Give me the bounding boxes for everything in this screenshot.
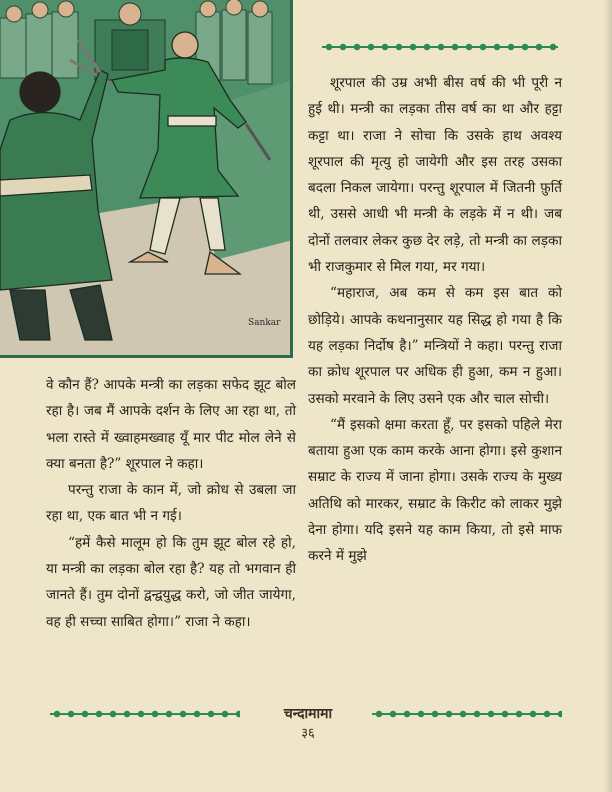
right-paragraph-1: शूरपाल की उम्र अभी बीस वर्ष की भी पूरी न हुई थी। मन्त्री का लड़का तीस वर्ष का था और हट्टा कट्टा था। राजा ने सोचा कि उसके हाथ अवश्य शूरपाल की मृत्यु हो जायेगी और इस तरह उसका बदला निकल जायेगा। परन्तु शूरपाल में जितनी फ़ुर्ति थी, उससे आधी भी मन्त्री के लड़के में न थी। जब दोनों तलवार लेकर कुछ देर लड़े, तो मन्त्री का लड़का भी राजकुमार से मिल गया, मर गया। bbox=[308, 75, 562, 276]
top-ornament bbox=[322, 40, 558, 54]
artist-signature: Sankar bbox=[248, 318, 281, 328]
left-column bbox=[46, 372, 296, 635]
right-paragraph-3: “मैं इसको क्षमा करता हूँ, पर इसको पहिले मेरा बताया हुआ एक काम करके आना होगा। इसे कुशान सम्राट के राज्य में जाना होगा। उसके राज्य के मुख्य अतिथि को मारकर, सम्राट के किरीट को लाकर मुझे देना होगा। यदि इसने यह काम किया, तो इसे माफ करने में मुझे bbox=[308, 416, 562, 565]
left-paragraph-2: परन्तु राजा के कान में, जो क्रोध से उबला जा रहा था, एक बात भी न गई। bbox=[46, 482, 296, 525]
left-paragraph-1: वे कौन हैं? आपके मन्त्री का लड़का सफेद झूट बोल रहा है। जब मैं आपके दर्शन के लिए आ रहा था, तो भला रास्ते में ख्वाहमख्वाह यूँ मार पीट मोल लेने से क्या बनता है?” शूरपाल ने कहा। bbox=[46, 377, 296, 472]
right-column bbox=[308, 70, 562, 570]
duel-scene-drawing bbox=[0, 0, 293, 358]
left-paragraph-3: “हमें कैसे मालूम हो कि तुम झूट बोल रहे हो, या मन्त्री का लड़का बोल रहा है? यह तो भगवान ही जानते हैं। तुम दोनों द्वन्द्वयुद्ध करो, जो जीत जायेगा, वह ही सच्चा साबित होगा।” राजा ने कहा। bbox=[46, 534, 296, 630]
page-edge-shadow bbox=[604, 0, 612, 792]
duel-illustration bbox=[0, 0, 293, 358]
magazine-title: चन्दामामा bbox=[283, 706, 333, 722]
footer-ornament-right bbox=[372, 707, 562, 721]
page-number: ३६ bbox=[301, 726, 315, 741]
right-paragraph-2: “महाराज, अब कम से कम इस बात को छोड़िये। आपके कथनानुसार यह सिद्ध हो गया है कि यह लड़का निर्दोष है।” मन्त्रियों ने कहा। परन्तु राजा का क्रोध शूरपाल पर अधिक ही हुआ, कम न हुआ। उसको मरवाने के लिए उसने एक और चाल सोची। bbox=[308, 285, 562, 407]
footer-ornament-left bbox=[50, 707, 240, 721]
